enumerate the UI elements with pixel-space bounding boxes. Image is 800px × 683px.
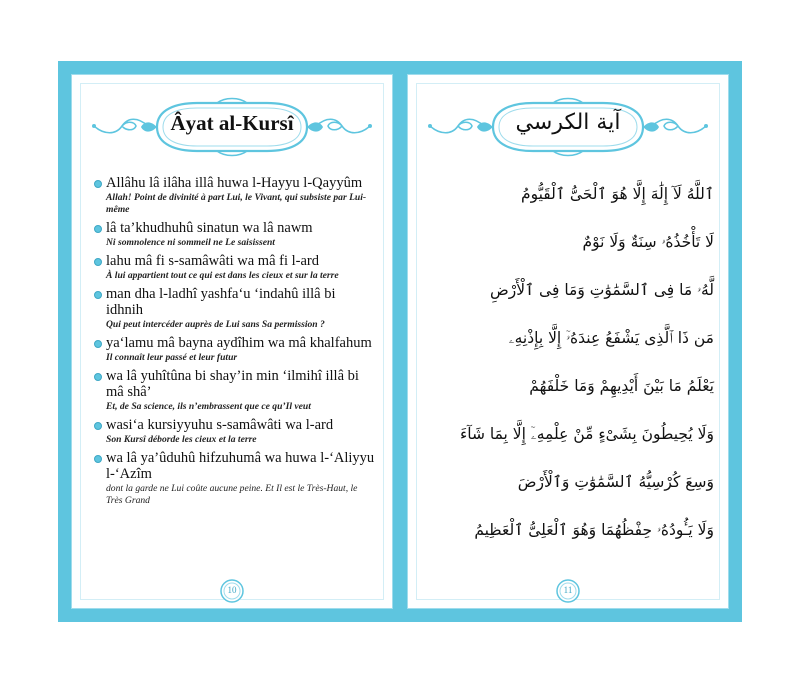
verse-entry <box>94 175 376 216</box>
transliteration-text: Allâhu lâ ilâha illâ huwa l-Hayyu l-Qayyûm <box>106 175 363 191</box>
translation-text: À lui appartient tout ce qui est dans les cieux et sur la terre <box>106 270 339 281</box>
transliteration-text: man dha l-ladhî yashfa‘u ‘indahû illâ bi idhnih <box>106 286 336 318</box>
transliteration-text: lahu mâ fi s-samâwâti wa mâ fi l-ard <box>106 253 319 269</box>
title-cartouche <box>137 97 327 157</box>
arabic-verse: لَّهُۥ مَا فِى ٱلسَّمَٰوَٰتِ وَمَا فِى ٱلْأَرْضِ <box>489 281 714 299</box>
transliteration-text: lâ ta’khudhuhû sinatun wa lâ nawm <box>106 220 313 236</box>
bullet-icon <box>94 340 102 348</box>
title-cartouche <box>473 97 663 157</box>
arabic-verse: وَلَا يَـُٔودُهُۥ حِفْظُهُمَا وَهُوَ ٱلْعَلِىُّ ٱلْعَظِيمُ <box>474 521 714 539</box>
arabic-verse: مَن ذَا ٱلَّذِى يَشْفَعُ عِندَهُۥٓ إِلَّا بِإِذْنِهِۦ <box>508 329 714 347</box>
translation-text: Ni somnolence ni sommeil ne Le saisissent <box>106 237 275 248</box>
arabic-verse: لَا تَأْخُذُهُۥ سِنَةٌ وَلَا نَوْمٌ <box>582 233 714 251</box>
page-number: 10 <box>227 585 237 595</box>
verse-entry <box>94 220 376 249</box>
verse-entry <box>94 417 376 446</box>
arabic-verse-list <box>422 183 714 567</box>
bullet-icon <box>94 225 102 233</box>
page-title-arabic: آية الكرسي <box>515 110 621 135</box>
arabic-verse: يَعْلَمُ مَا بَيْنَ أَيْدِيهِمْ وَمَا خَلْفَهُمْ <box>529 377 714 395</box>
verse-entry <box>94 286 376 331</box>
arabic-verse: وَسِعَ كُرْسِيُّهُ ٱلسَّمَٰوَٰتِ وَٱلْأَرْضَ <box>517 473 714 491</box>
arabic-verse: وَلَا يُحِيطُونَ بِشَىْءٍ مِّنْ عِلْمِهِۦٓ إِلَّا بِمَا شَآءَ <box>459 425 714 443</box>
translation-text: Et, de Sa science, ils n’embrassent que ce qu’Il veut <box>106 401 311 412</box>
translation-text: dont la garde ne Lui coûte aucune peine. Et Il est le Très-Haut, le Très Grand <box>106 483 358 506</box>
right-page <box>407 74 729 609</box>
left-page <box>71 74 393 609</box>
bullet-icon <box>94 455 102 463</box>
page-number-badge <box>219 578 245 604</box>
page-title: Âyat al-Kursî <box>170 111 294 135</box>
transliteration-list <box>94 175 376 511</box>
arabic-verse: ٱللَّهُ لَآ إِلَٰهَ إِلَّا هُوَ ٱلْحَىُّ ٱلْقَيُّومُ <box>521 185 714 203</box>
transliteration-text: ya‘lamu mâ bayna aydîhim wa mâ khalfahum <box>106 335 372 351</box>
bullet-icon <box>94 373 102 381</box>
transliteration-text: wasi‘a kursiyyuhu s-samâwâti wa l-ard <box>106 417 334 433</box>
translation-text: Il connaît leur passé et leur futur <box>106 352 238 363</box>
verse-entry <box>94 368 376 413</box>
bullet-icon <box>94 422 102 430</box>
transliteration-text: wa lâ ya’ûduhû hifzuhumâ wa huwa l-‘Aliyyu l-‘Azîm <box>106 450 375 482</box>
bullet-icon <box>94 258 102 266</box>
transliteration-text: wa lâ yuhîtûna bi shay’in min ‘ilmihî illâ bi mâ shâ’ <box>106 368 359 400</box>
verse-entry <box>94 335 376 364</box>
verse-entry <box>94 253 376 282</box>
book-spread <box>58 61 742 622</box>
translation-text: Qui peut intercéder auprès de Lui sans Sa permission ? <box>106 319 325 330</box>
translation-text: Son Kursî déborde les cieux et la terre <box>106 434 257 445</box>
bullet-icon <box>94 291 102 299</box>
page-number: 11 <box>563 585 573 595</box>
page-number-badge <box>555 578 581 604</box>
translation-text: Allah! Point de divinité à part Lui, le Vivant, qui subsiste par Lui-même <box>106 192 367 215</box>
bullet-icon <box>94 180 102 188</box>
verse-entry <box>94 450 376 507</box>
